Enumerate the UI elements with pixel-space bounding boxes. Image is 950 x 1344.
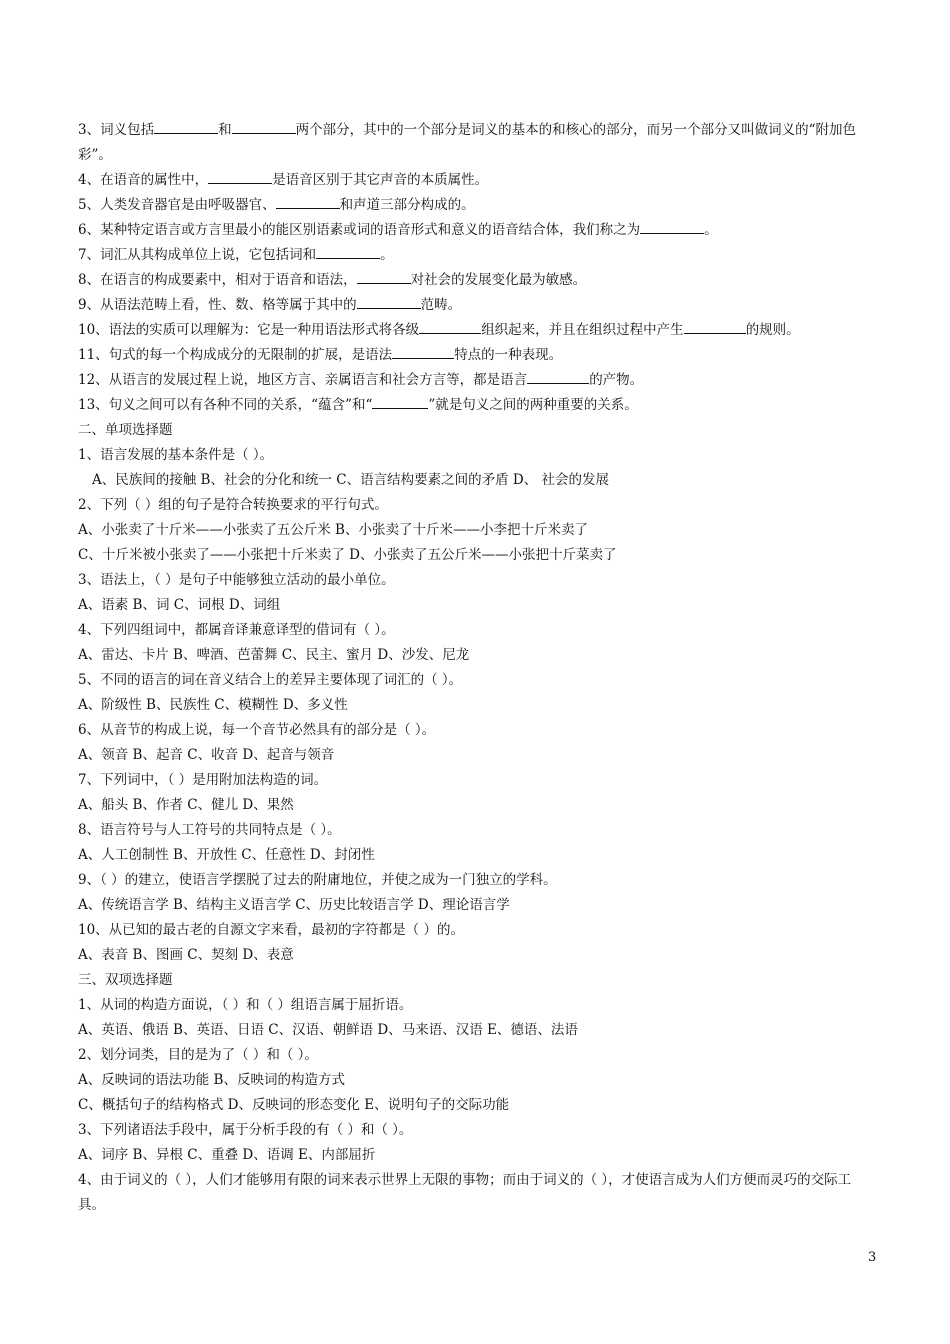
question-text: 10、语法的实质可以理解为：它是一种用语法形式将各级 xyxy=(78,322,420,338)
double-choice-line: 3、下列诸语法手段中，属于分析手段的有（ ）和（ ）。 xyxy=(78,1122,413,1138)
double-choice-line: A、英语、俄语 B、英语、日语 C、汉语、朝鲜语 D、马来语、汉语 E、德语、法语 xyxy=(78,1022,578,1038)
question-text: 9、从语法范畴上看，性、数、格等属于其中的 xyxy=(78,297,357,313)
answer-blank xyxy=(684,319,746,334)
single-choice-line: C、十斤米被小张卖了——小张把十斤米卖了 D、小张卖了五公斤米——小张把十斤菜卖了 xyxy=(78,547,617,563)
single-choice-line: A、民族间的接触 B、社会的分化和统一 C、语言结构要素之间的矛盾 D、 社会的发展 xyxy=(92,472,609,488)
question-text: 7、词汇从其构成单位上说，它包括词和 xyxy=(78,247,317,263)
question-text: 范畴。 xyxy=(420,297,462,313)
single-choice-line: A、雷达、卡片 B、啤酒、芭蕾舞 C、民主、蜜月 D、沙发、尼龙 xyxy=(78,647,470,663)
fill-question-8 xyxy=(78,268,878,293)
question-text: 8、在语言的构成要素中，相对于语音和语法， xyxy=(78,272,357,288)
single-choice-line: A、阶级性 B、民族性 C、模糊性 D、多义性 xyxy=(78,697,348,713)
double-choice-line: 1、从词的构造方面说，（ ）和（ ）组语言属于屈折语。 xyxy=(78,997,413,1013)
answer-blank xyxy=(419,319,481,334)
fill-question-4 xyxy=(78,168,878,193)
single-choice-line: A、船头 B、作者 C、健儿 D、果然 xyxy=(78,797,294,813)
answer-blank xyxy=(392,344,454,359)
question-text: 组织起来，并且在组织过程中产生 xyxy=(481,322,684,338)
single-choice-line: 6、从音节的构成上说，每一个音节必然具有的部分是（ ）。 xyxy=(78,722,436,738)
question-text: 13、句义之间可以有各种不同的关系，“蕴含”和“ xyxy=(78,397,373,413)
question-text: 的产物。 xyxy=(589,372,644,388)
answer-blank xyxy=(640,219,704,234)
single-choice-line: A、领音 B、起音 C、收音 D、起音与领音 xyxy=(78,747,335,763)
single-choice-line: 3、语法上，（ ）是句子中能够独立活动的最小单位。 xyxy=(78,572,395,588)
question-text: 5、人类发音器官是由呼吸器官、 xyxy=(78,197,276,213)
answer-blank xyxy=(527,369,589,384)
answer-blank xyxy=(208,169,272,184)
page-content xyxy=(78,118,878,1218)
answer-blank xyxy=(357,269,411,284)
question-text: 11、句式的每一个构成成分的无限制的扩展，是语法 xyxy=(78,347,393,363)
fill-question-12 xyxy=(78,368,878,393)
answer-blank xyxy=(372,394,428,409)
double-choice-line: C、概括句子的结构格式 D、反映词的形态变化 E、说明句子的交际功能 xyxy=(78,1097,510,1113)
single-choice-line: A、人工创制性 B、开放性 C、任意性 D、封闭性 xyxy=(78,847,375,863)
answer-blank xyxy=(316,244,380,259)
question-text: 两个部分，其中的一个部分是词义的基本的和核心的部分，而另一个部分又叫做词义的“附加色彩”。 xyxy=(78,122,856,163)
single-choice-line: 5、不同的语言的词在音义结合上的差异主要体现了词汇的（ ）。 xyxy=(78,672,463,688)
double-choice-question-4: 4、由于词义的（ ），人们才能够用有限的词来表示世界上无限的事物；而由于词义的（ ），才使语言成为人们方便而灵巧的交际工具。 xyxy=(78,1172,852,1213)
page-number: 3 xyxy=(868,1250,877,1265)
question-text: 3、词义包括 xyxy=(78,122,155,138)
single-choice-line: 1、语言发展的基本条件是（ ）。 xyxy=(78,447,274,463)
question-text: 。 xyxy=(380,247,394,263)
answer-blank xyxy=(154,119,218,134)
fill-question-3 xyxy=(78,118,878,168)
single-choice-line: A、小张卖了十斤米——小张卖了五公斤米 B、小张卖了十斤米——小李把十斤米卖了 xyxy=(78,522,588,538)
answer-blank xyxy=(357,294,421,309)
section-heading-double-choice: 三、双项选择题 xyxy=(78,972,173,988)
question-text: 。 xyxy=(704,222,718,238)
single-choice-line: 10、从已知的最古老的自源文字来看，最初的字符都是（ ）的。 xyxy=(78,922,464,938)
double-choice-line: 2、划分词类，目的是为了（ ）和（ ）。 xyxy=(78,1047,318,1063)
single-choice-line: 9、（ ）的建立，使语言学摆脱了过去的附庸地位，并使之成为一门独立的学科。 xyxy=(78,872,557,888)
question-text: 12、从语言的发展过程上说，地区方言、亲属语言和社会方言等，都是语言 xyxy=(78,372,528,388)
single-choice-line: A、语素 B、词 C、词根 D、词组 xyxy=(78,597,281,613)
question-text: 和声道三部分构成的。 xyxy=(339,197,475,213)
question-text: ”就是句义之间的两种重要的关系。 xyxy=(428,397,638,413)
single-choice-line: A、表音 B、图画 C、契刻 D、表意 xyxy=(78,947,294,963)
fill-question-5 xyxy=(78,193,878,218)
answer-blank xyxy=(276,194,340,209)
single-choice-line: A、传统语言学 B、结构主义语言学 C、历史比较语言学 D、理论语言学 xyxy=(78,897,510,913)
question-text: 和 xyxy=(218,122,232,138)
question-text: 的规则。 xyxy=(745,322,800,338)
single-choice-line: 4、下列四组词中，都属音译兼意译型的借词有（ ）。 xyxy=(78,622,395,638)
fill-question-7 xyxy=(78,243,878,268)
single-choice-line: 8、语言符号与人工符号的共同特点是（ ）。 xyxy=(78,822,341,838)
question-text: 6、某种特定语言或方言里最小的能区别语素或词的语音形式和意义的语音结合体，我们称之为 xyxy=(78,222,641,238)
question-text: 对社会的发展变化最为敏感。 xyxy=(410,272,587,288)
section-heading-single-choice: 二、单项选择题 xyxy=(78,422,173,438)
fill-question-9 xyxy=(78,293,878,318)
single-choice-line: 2、下列（ ）组的句子是符合转换要求的平行句式。 xyxy=(78,497,388,513)
double-choice-line: A、反映词的语法功能 B、反映词的构造方式 xyxy=(78,1072,345,1088)
answer-blank xyxy=(232,119,296,134)
question-text: 4、在语音的属性中， xyxy=(78,172,209,188)
single-choice-line: 7、下列词中，（ ）是用附加法构造的词。 xyxy=(78,772,328,788)
double-choice-line: A、词序 B、异根 C、重叠 D、语调 E、内部屈折 xyxy=(78,1147,376,1163)
fill-question-6 xyxy=(78,218,878,243)
fill-question-13 xyxy=(78,393,878,418)
question-text: 是语音区别于其它声音的本质属性。 xyxy=(272,172,489,188)
question-text: 特点的一种表现。 xyxy=(454,347,563,363)
fill-question-11 xyxy=(78,343,878,368)
fill-question-10 xyxy=(78,318,878,343)
